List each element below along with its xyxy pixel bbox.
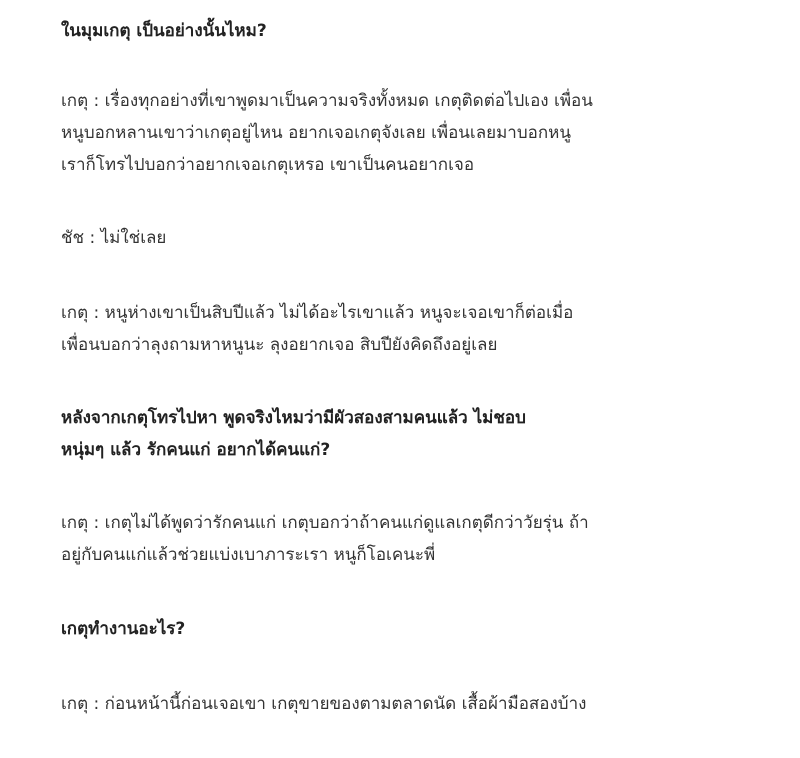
text-line: ชัช : ไม่ใช่เลย bbox=[61, 228, 167, 248]
interview-answer bbox=[61, 507, 589, 571]
interview-answer bbox=[61, 85, 593, 181]
text-line: เราก็โทรไปบอกว่าอยากเจอเกตุเหรอ เขาเป็นคนอยากเจอ bbox=[61, 155, 475, 175]
interview-answer bbox=[61, 297, 573, 361]
interview-answer bbox=[61, 688, 586, 720]
interview-question bbox=[61, 613, 185, 645]
text-line: อยู่กับคนแก่แล้วช่วยแบ่งเบาภาระเรา หนูก็โอเคนะพี่ bbox=[61, 545, 436, 565]
text-line: เกตุ : เรื่องทุกอย่างที่เขาพูดมาเป็นความจริงทั้งหมด เกตุติดต่อไปเอง เพื่อน bbox=[61, 91, 593, 111]
text-line: เกตุ : หนูห่างเขาเป็นสิบปีแล้ว ไม่ได้อะไรเขาแล้ว หนูจะเจอเขาก็ต่อเมื่อ bbox=[61, 303, 574, 323]
text-line: เกตุ : ก่อนหน้านี้ก่อนเจอเขา เกตุขายของตามตลาดนัด เสื้อผ้ามือสองบ้าง bbox=[61, 694, 587, 714]
text-line: เกตุทำงานอะไร? bbox=[61, 619, 186, 639]
interview-answer bbox=[61, 222, 166, 254]
text-line: เกตุ : เกตุไม่ได้พูดว่ารักคนแก่ เกตุบอกว่าถ้าคนแก่ดูแลเกตุดีกว่าวัยรุ่น ถ้า bbox=[61, 513, 589, 533]
interview-question bbox=[61, 15, 267, 47]
text-line: ในมุมเกตุ เป็นอย่างนั้นไหม? bbox=[61, 21, 267, 41]
text-line: หนูบอกหลานเขาว่าเกตุอยู่ไหน อยากเจอเกตุจังเลย เพื่อนเลยมาบอกหนู bbox=[61, 123, 571, 143]
text-line: เพื่อนบอกว่าลุงถามหาหนูนะ ลุงอยากเจอ สิบปียังคิดถึงอยู่เลย bbox=[61, 335, 498, 355]
interview-question bbox=[61, 402, 526, 466]
text-line: หนุ่มๆ แล้ว รักคนแก่ อยากได้คนแก่? bbox=[61, 440, 331, 460]
text-line: หลังจากเกตุโทรไปหา พูดจริงไหมว่ามีผัวสองสามคนแล้ว ไม่ชอบ bbox=[61, 408, 526, 428]
